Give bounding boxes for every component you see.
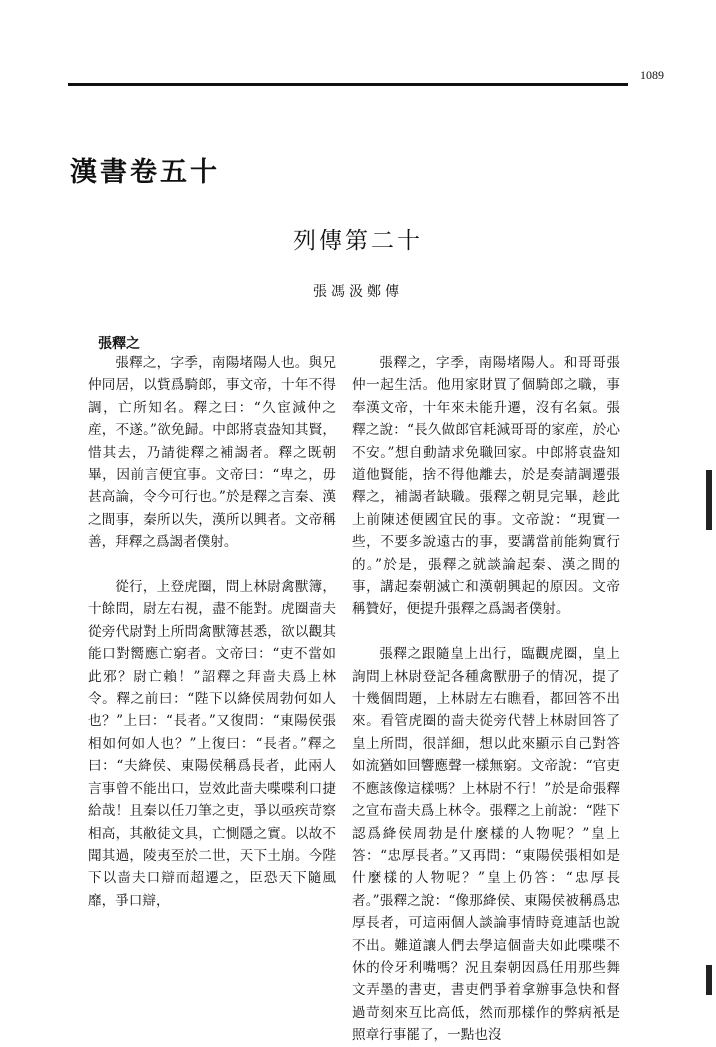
original-paragraph-1: 張釋之，字季，南陽堵陽人也。與兄仲同居，以貲爲騎郎，事文帝，十年不得調，亡所知名。釋之曰：“久宦減仲之産，不遂。”欲免歸。中郎將袁盎知其賢，惜其去，乃請徙釋之補謁者。釋之既朝畢，因前言便宜事。文帝曰：“卑之，毋甚高論，令今可行也。”於是釋之言秦、漢之間事，秦所以失，漢所以興者。文帝稱善，拜釋之爲謁者僕射。	[88, 355, 336, 551]
translation-column	[352, 352, 620, 1047]
section-heading: 張釋之	[98, 336, 140, 352]
translation-paragraph-1: 張釋之，字季，南陽堵陽人。和哥哥張仲一起生活。他用家財買了個騎郎之職，事奉漢文帝，十年來未能升遷，沒有名氣。張釋之說：“長久做郎官耗減哥哥的家産，於心不安。”想自動請求免職回家。中郎將袁盎知道他賢能，捨不得他離去，於是奏請調遷張釋之，補謁者缺職。張釋之朝見完畢，趁此上前陳述便國宜民的事。文帝說：“現實一些，不要多說遠古的事，要講當前能夠實行的。”於是，張釋之就談論起秦、漢之間的事，講起秦朝滅亡和漢朝興起的原因。文帝稱贊好，便提升張釋之爲謁者僕射。	[352, 355, 620, 618]
subtitle: 張馮汲鄭傳	[313, 284, 403, 300]
top-rule	[68, 83, 628, 86]
chapter-title: 列傳第二十	[293, 228, 423, 254]
page-number: 1089	[640, 68, 664, 82]
book-title: 漢書卷五十	[70, 157, 220, 188]
original-paragraph-2: 從行，上登虎圈，問上林尉禽獸簿，十餘問，尉左右視，盡不能對。虎圈啬夫從旁代尉對上所問禽獸簿甚悉，欲以觀其能口對嚮應亡窮者。文帝曰：“吏不當如此邪？尉亡賴！”詔釋之拜啬夫爲上林令。釋之前曰：“陛下以絳侯周勃何如人也？”上曰：“長者。”又復問：“東陽侯張相如何如人也？”上復曰：“長者。”釋之曰：“夫絳侯、東陽侯稱爲長者，此兩人言事曾不能出口，豈效此啬夫喋喋利口捷給哉！且秦以任刀筆之吏，爭以亟疾苛察相高，其敝徒文具，亡惻隱之實。以故不聞其過，陵夷至於二世，天下土崩。今陛下以啬夫口辯而超遷之，臣恐天下隨風靡，爭口辯，	[88, 579, 336, 909]
scan-edge-mark	[706, 965, 712, 995]
original-text-column	[88, 352, 336, 912]
translation-paragraph-2: 張釋之跟隨皇上出行，臨觀虎圈，皇上詢問上林尉登記各種禽獸册子的情况，提了十幾個問題，上林尉左右瞧看，都回答不出來。看管虎圈的啬夫從旁代替上林尉回答了皇上所問，很詳細，想以此來顯示自己對答如流猶如回響應聲一樣無窮。文帝說：“官吏不應該像這樣嗎？上林尉不行！”於是命張釋之宣布啬夫爲上林令。張釋之上前說：“陛下認爲絳侯周勃是什麼樣的人物呢？”皇上答：“忠厚長者。”又再問：“東陽侯張相如是什麼樣的人物呢？”皇上仍答：“忠厚長者。”張釋之說：“像那絳侯、東陽侯被稱爲忠厚長者，可這兩個人談論事情時竟連話也說不出。難道讓人們去學這個啬夫如此喋喋不休的伶牙利嘴嗎？況且秦朝因爲任用那些舞文弄墨的書吏，書吏們爭着拿辦事急快和督過苛刻來互比高低，然而那樣作的弊病衹是照章行事罷了，一點也沒	[352, 646, 620, 1044]
scan-edge-mark	[706, 470, 712, 530]
